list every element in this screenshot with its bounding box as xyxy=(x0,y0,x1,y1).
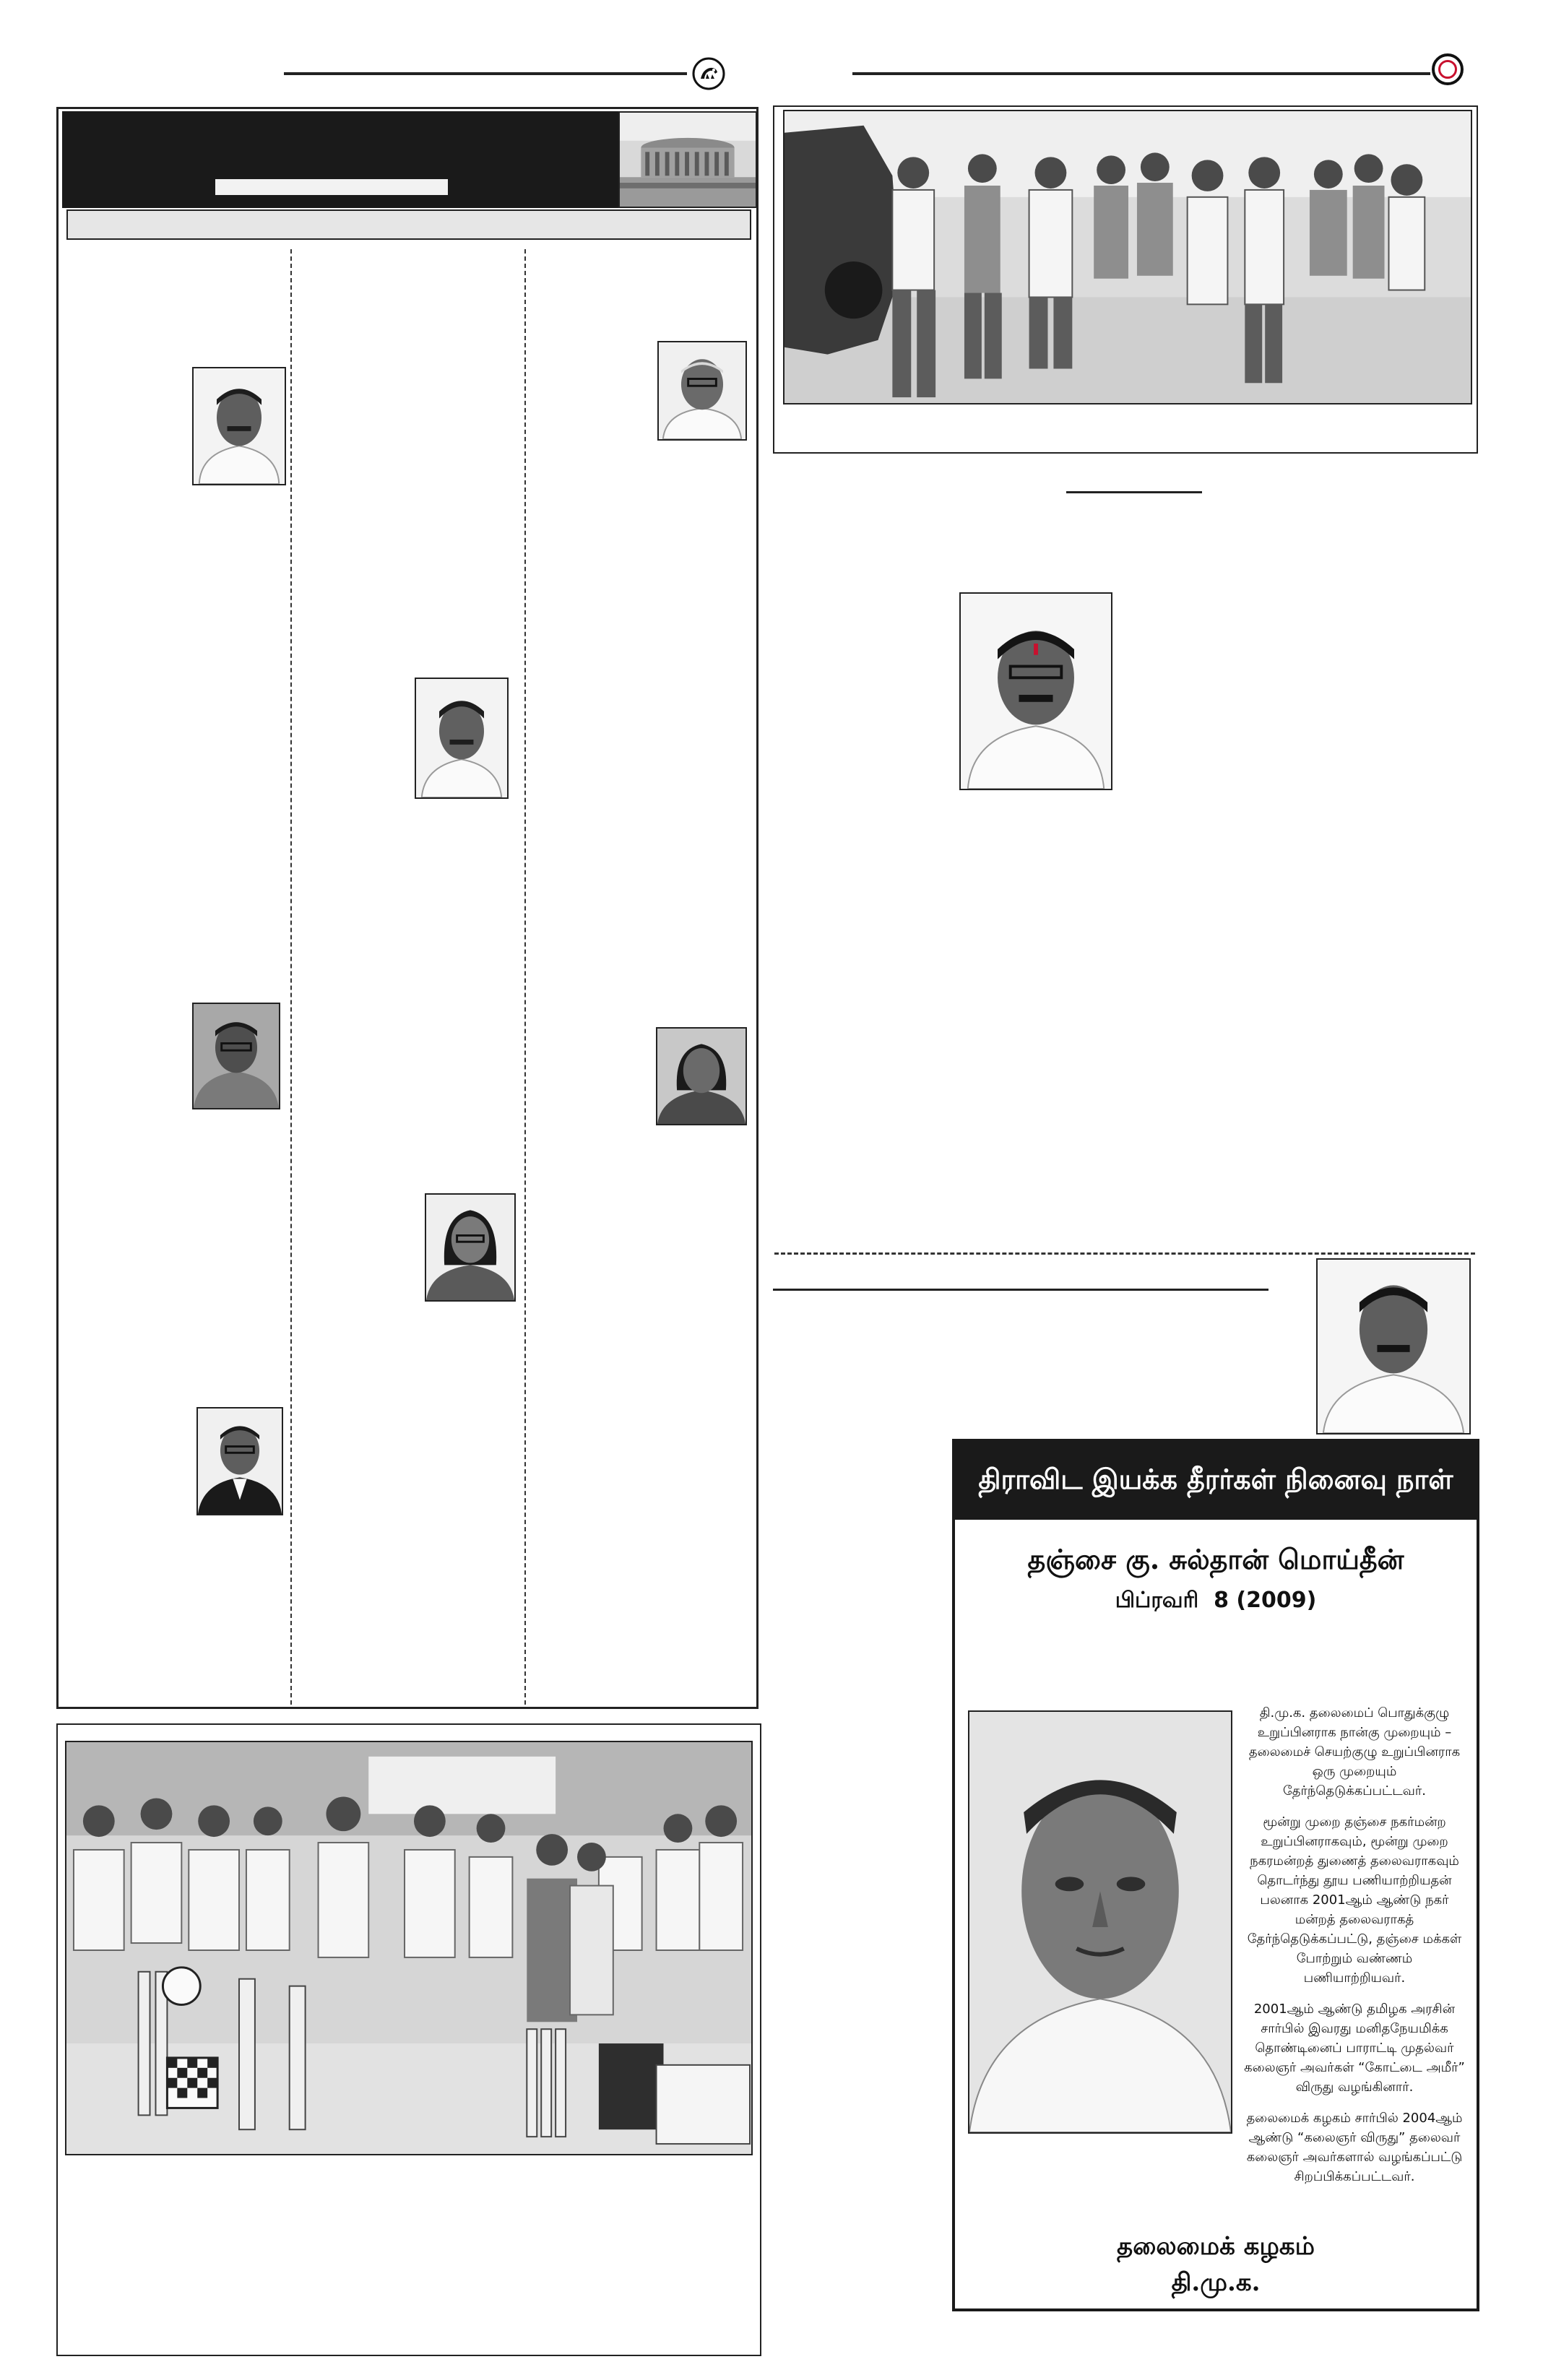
header-rule-right xyxy=(852,72,1430,75)
leader-portrait-photo xyxy=(959,592,1112,790)
memorial-banner-title: திராவிட இயக்க தீரர்கள் நினைவு நாள் xyxy=(978,1462,1453,1495)
headline-short-rule xyxy=(1066,491,1202,493)
memorial-date: பிப்ரவரி 8 (2009) xyxy=(1115,1588,1317,1613)
section-headline-rule xyxy=(773,1289,1268,1291)
column-divider xyxy=(524,249,526,1705)
leader-portrait-photo xyxy=(1316,1258,1471,1435)
memorial-bio-paragraph: 2001ஆம் ஆண்டு தமிழக அரசின் சார்பில் இவரது மனிதநேயமிக்க தொண்டினைப் பாராட்டி முதல்வர் கலைஞர் அவர்கள் “கோட்டை அமீர்” விருது வழங்கினார். xyxy=(1244,2002,1465,2095)
memorial-name: தஞ்சை கு. சுல்தான் மொய்தீன் xyxy=(1027,1543,1404,1575)
memorial-bio xyxy=(1244,1703,1465,2198)
parliament-subtitle-box xyxy=(66,209,751,240)
memorial-footer-line2: தி.மு.க. xyxy=(1171,2268,1261,2297)
mp-portrait xyxy=(656,1027,747,1125)
memorial-bio-paragraph: மூன்று முறை தஞ்சை நகர்மன்ற உறுப்பினராகவும், மூன்று முறை நகரமன்றத் துணைத் தலைவராகவும் தொடர்ந்து தூய பணியாற்றியதன் பலனாக 2001ஆம் ஆண்டு நகர் மன்றத் தலைவராகத் தேர்ந்தெடுக்கப்பட்டு, தஞ்சை மக்கள் போற்றும் வண்ணம் பணியாற்றியவர். xyxy=(1247,1814,1462,1986)
memorial-footer-line1: தலைமைக் கழகம் xyxy=(1117,2232,1315,2261)
parliament-building-photo xyxy=(618,111,757,208)
mp-portrait xyxy=(425,1193,516,1302)
parliament-header-banner xyxy=(62,111,618,208)
mp-portrait xyxy=(657,341,747,441)
column-divider xyxy=(290,249,292,1705)
circle-emblem-icon xyxy=(1432,53,1464,85)
header-white-bar xyxy=(215,179,448,195)
memorial-bio-paragraph: தலைமைக் கழகம் சார்பில் 2004ஆம் ஆண்டு “கலைஞர் விருது” தலைவர் கலைஞர் அவர்களால் வழங்கப்பட்டு சிறப்பிக்கப்பட்டவர். xyxy=(1246,2111,1463,2184)
mp-portrait xyxy=(196,1407,283,1515)
mp-portrait xyxy=(415,678,509,799)
mp-portrait xyxy=(192,367,286,485)
officials-inspection-photo xyxy=(783,110,1472,404)
section-dashed-divider xyxy=(774,1252,1475,1255)
memorial-banner xyxy=(955,1442,1477,1520)
memorial-portrait-photo xyxy=(968,1710,1232,2134)
memorial-bio-paragraph: தி.மு.க. தலைமைப் பொதுக்குழு உறுப்பினராக நான்கு முறையும் – தலைமைச் செயற்குழு உறுப்பினராக ஒரு முறையும் தேர்ந்தெடுக்கப்பட்டவர். xyxy=(1248,1705,1461,1799)
header-rule-left xyxy=(284,72,687,75)
rising-sun-party-icon xyxy=(691,56,726,91)
parliament-section xyxy=(56,107,758,1709)
sports-equipment-distribution-photo xyxy=(65,1741,753,2155)
mp-portrait xyxy=(192,1003,280,1109)
